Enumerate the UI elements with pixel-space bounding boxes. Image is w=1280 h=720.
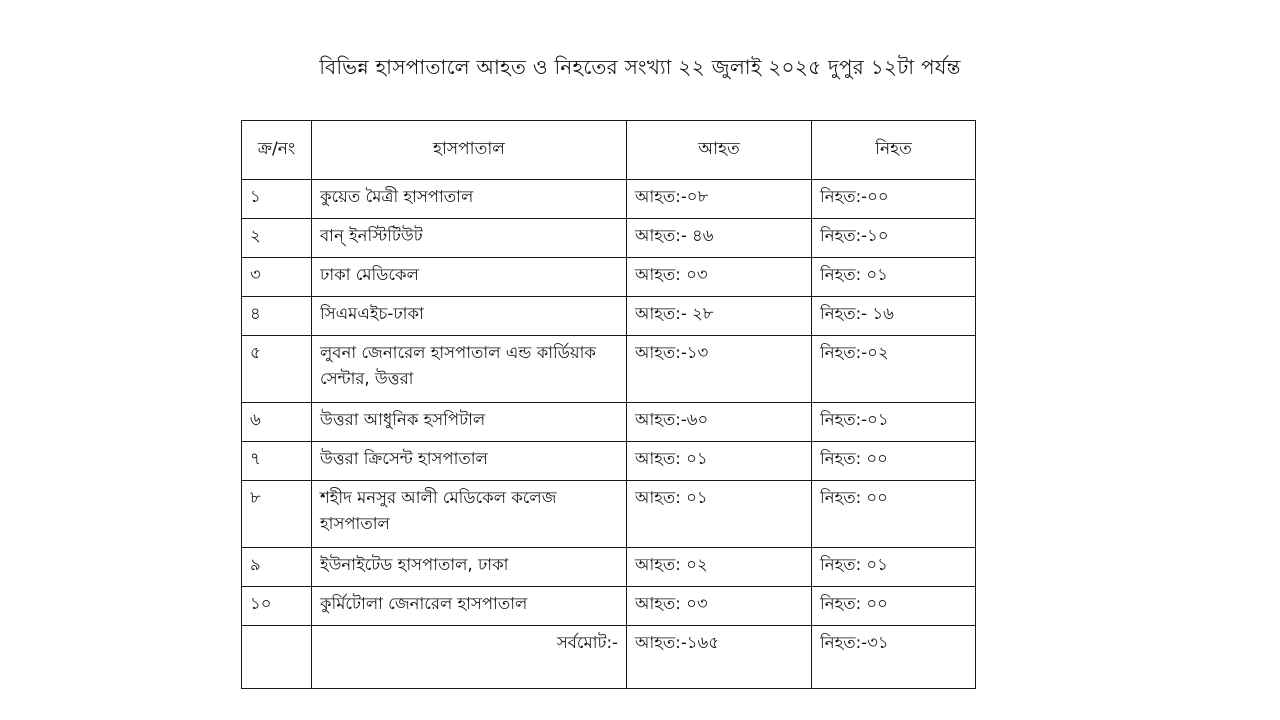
casualty-table-container — [241, 120, 975, 689]
table-row — [242, 587, 976, 626]
cell-dead-total: নিহত:-৩১ — [812, 626, 976, 689]
table-row — [242, 258, 976, 297]
table-row — [242, 180, 976, 219]
table-row — [242, 219, 976, 258]
table-row — [242, 403, 976, 442]
cell-hospital: সিএমএইচ-ঢাকা — [312, 297, 627, 336]
cell-serial: ১ — [242, 180, 312, 219]
cell-serial: ৩ — [242, 258, 312, 297]
table-row — [242, 336, 976, 403]
column-header-injured: আহত — [627, 121, 812, 180]
cell-dead: নিহত: ০০ — [812, 481, 976, 548]
table-body — [242, 180, 976, 689]
table-total-row — [242, 626, 976, 689]
cell-serial: ৬ — [242, 403, 312, 442]
cell-injured: আহত:- ৪৬ — [627, 219, 812, 258]
table-row — [242, 442, 976, 481]
cell-serial: ৭ — [242, 442, 312, 481]
cell-injured: আহত: ০২ — [627, 548, 812, 587]
cell-serial: ১০ — [242, 587, 312, 626]
cell-serial: ৪ — [242, 297, 312, 336]
cell-dead: নিহত:-০০ — [812, 180, 976, 219]
cell-dead: নিহত: ০০ — [812, 442, 976, 481]
column-header-hospital: হাসপাতাল — [312, 121, 627, 180]
cell-hospital: বান্ ইনস্টিটিউট — [312, 219, 627, 258]
cell-injured: আহত:- ২৮ — [627, 297, 812, 336]
table-header — [242, 121, 976, 180]
cell-dead: নিহত:-১০ — [812, 219, 976, 258]
cell-serial-total — [242, 626, 312, 689]
cell-injured-total: আহত:-১৬৫ — [627, 626, 812, 689]
cell-injured: আহত: ০১ — [627, 442, 812, 481]
total-label: সর্বমোট:- — [312, 626, 627, 689]
table-row — [242, 297, 976, 336]
cell-dead: নিহত:- ১৬ — [812, 297, 976, 336]
cell-hospital: শহীদ মনসুর আলী মেডিকেল কলেজ হাসপাতাল — [312, 481, 627, 548]
cell-injured: আহত:-৬০ — [627, 403, 812, 442]
cell-hospital: ইউনাইটেড হাসপাতাল, ঢাকা — [312, 548, 627, 587]
cell-serial: ৮ — [242, 481, 312, 548]
column-header-serial: ক্র/নং — [242, 121, 312, 180]
table-header-row — [242, 121, 976, 180]
cell-dead: নিহত: ০০ — [812, 587, 976, 626]
cell-serial: ৯ — [242, 548, 312, 587]
cell-dead: নিহত: ০১ — [812, 258, 976, 297]
cell-dead: নিহত: ০১ — [812, 548, 976, 587]
cell-injured: আহত: ০৩ — [627, 587, 812, 626]
cell-injured: আহত: ০১ — [627, 481, 812, 548]
cell-hospital: উত্তরা আধুনিক হসপিটাল — [312, 403, 627, 442]
table-row — [242, 481, 976, 548]
cell-hospital: উত্তরা ক্রিসেন্ট হাসপাতাল — [312, 442, 627, 481]
cell-dead: নিহত:-০২ — [812, 336, 976, 403]
cell-injured: আহত:-০৮ — [627, 180, 812, 219]
cell-injured: আহত: ০৩ — [627, 258, 812, 297]
casualty-table — [241, 120, 976, 689]
column-header-dead: নিহত — [812, 121, 976, 180]
cell-hospital: ঢাকা মেডিকেল — [312, 258, 627, 297]
cell-hospital: কুর্মিটোলা জেনারেল হাসপাতাল — [312, 587, 627, 626]
cell-hospital: কুয়েত মৈত্রী হাসপাতাল — [312, 180, 627, 219]
cell-serial: ২ — [242, 219, 312, 258]
cell-hospital: লুবনা জেনারেল হাসপাতাল এন্ড কার্ডিয়াক সেন্টার, উত্তরা — [312, 336, 627, 403]
table-row — [242, 548, 976, 587]
cell-injured: আহত:-১৩ — [627, 336, 812, 403]
cell-serial: ৫ — [242, 336, 312, 403]
cell-dead: নিহত:-০১ — [812, 403, 976, 442]
page-title: বিভিন্ন হাসপাতালে আহত ও নিহতের সংখ্যা ২২ জুলাই ২০২৫ দুপুর ১২টা পর্যন্ত — [319, 55, 961, 79]
